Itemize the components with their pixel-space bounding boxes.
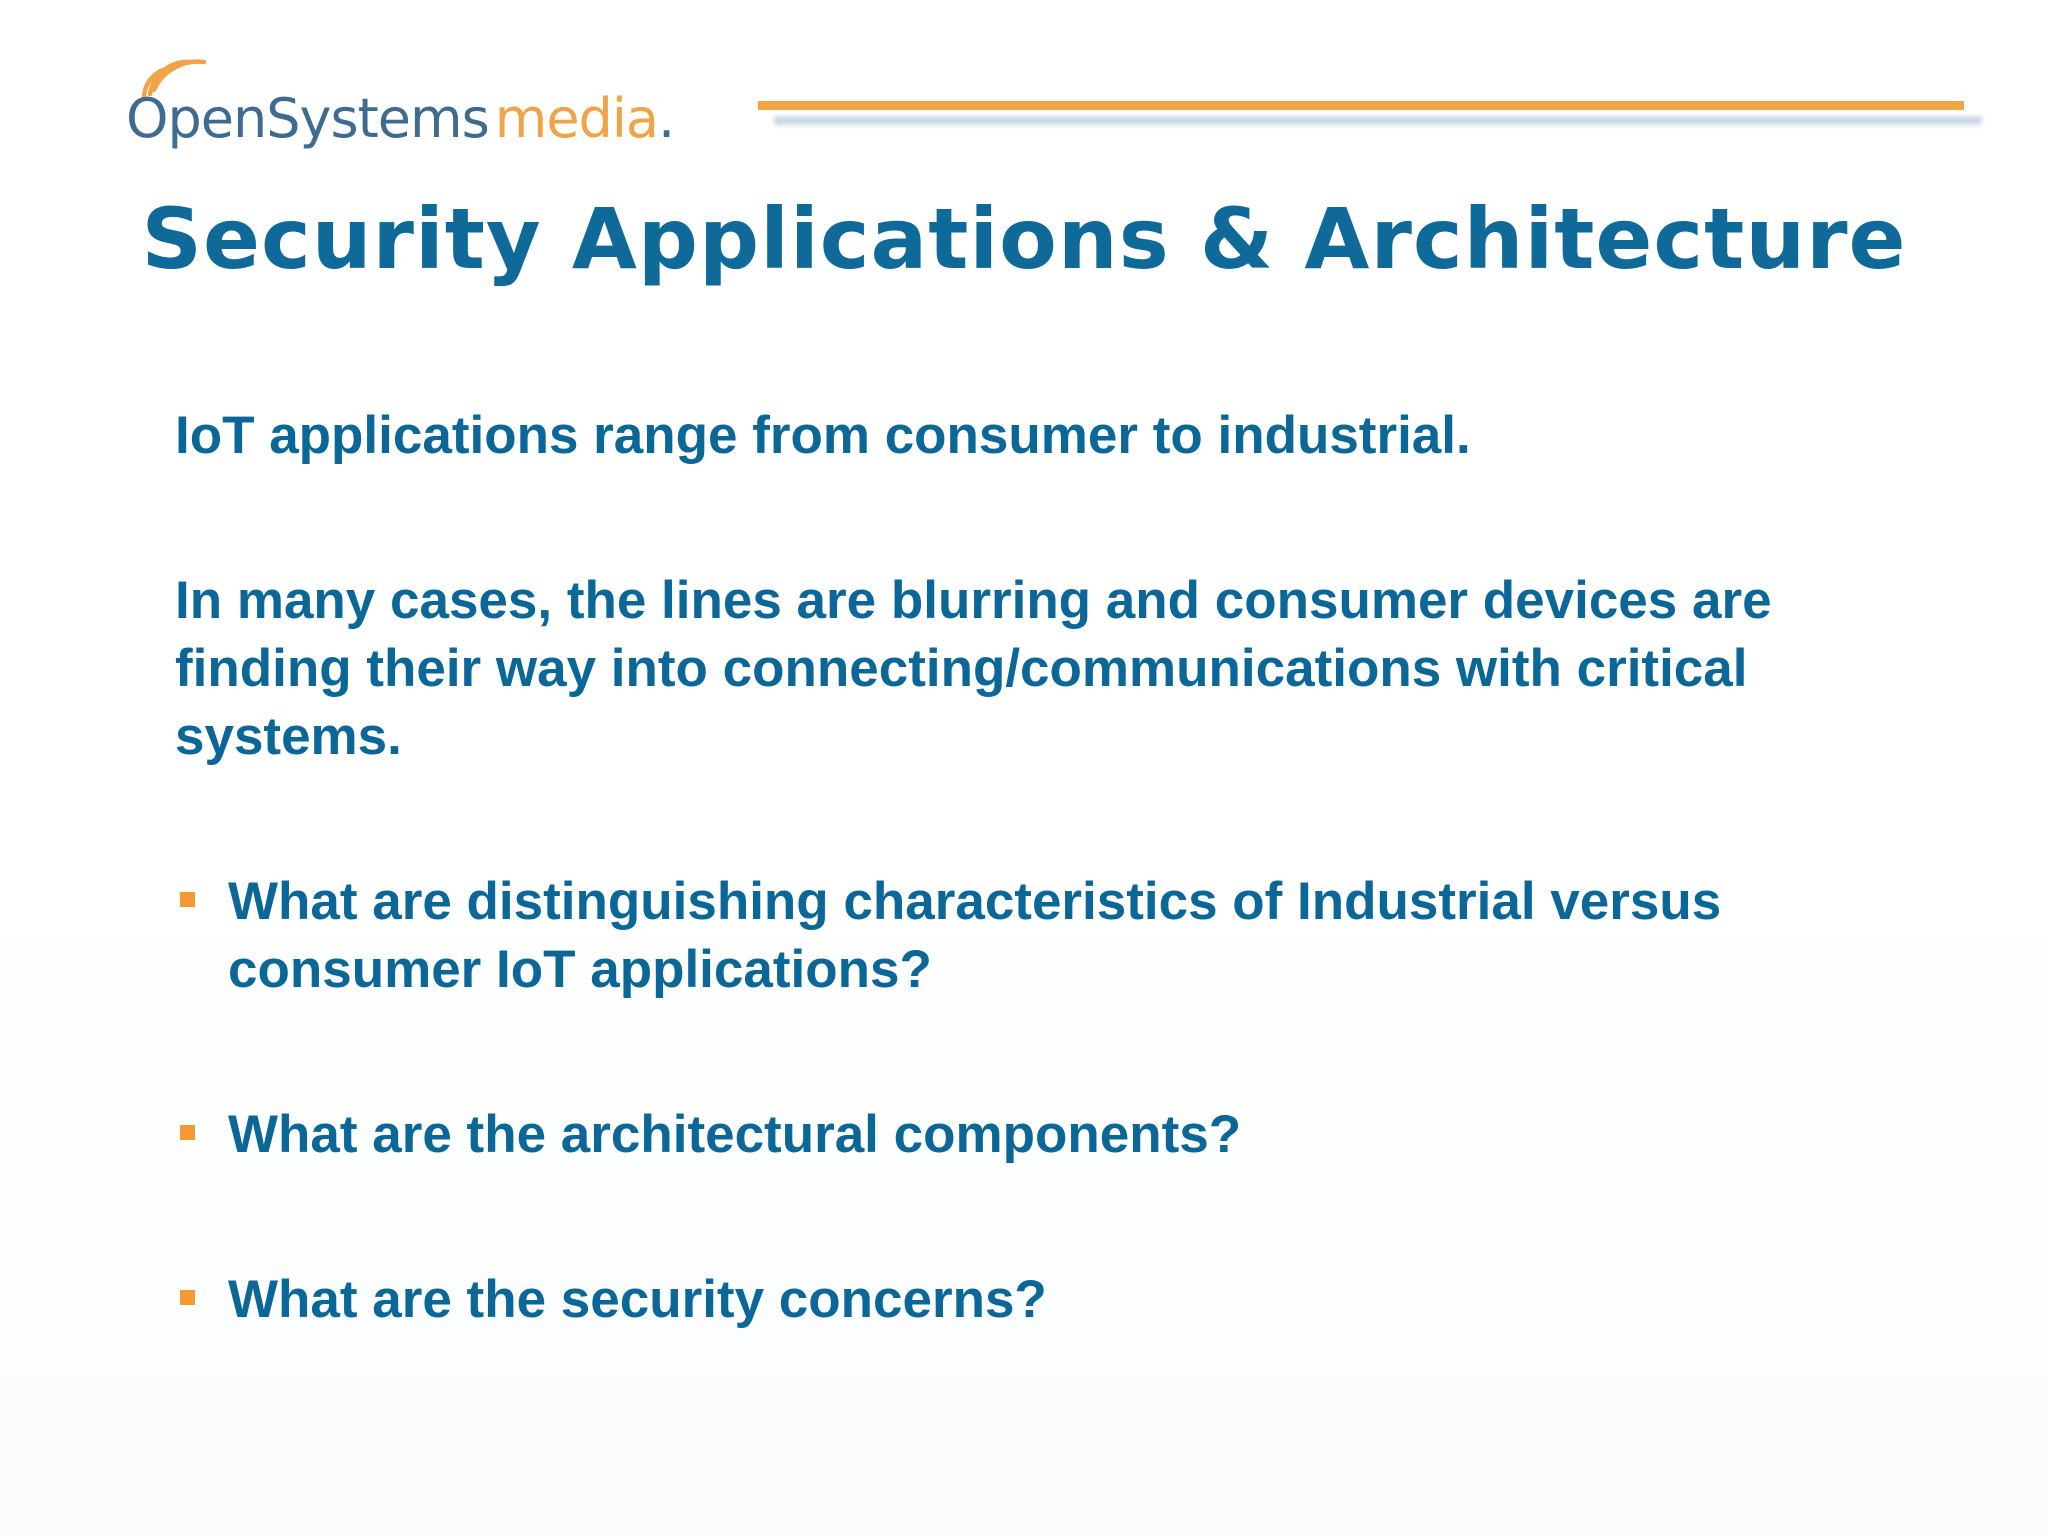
slide-body [175, 402, 1875, 1334]
list-item [175, 1101, 1875, 1169]
list-item [175, 868, 1875, 1004]
intro-paragraph: IoT applications range from consumer to industrial. [175, 406, 1471, 465]
logo-media-text: media [494, 87, 658, 150]
context-paragraph: In many cases, the lines are blurring and consumer devices are finding their way into connecting/communications with critical systems. [175, 571, 1772, 766]
bullet-text: What are the security concerns? [228, 1270, 1047, 1329]
header-rule-shadow [774, 116, 1982, 126]
header-rule [758, 101, 1964, 110]
square-bullet-icon [180, 892, 195, 907]
bullet-text: What are the architectural components? [228, 1105, 1242, 1164]
bullet-text: What are distinguishing characteristics of Industrial versus consumer IoT applications? [228, 872, 1722, 999]
list-item [175, 1266, 1875, 1334]
logo-open-text: OpenSystems [126, 87, 489, 150]
opensystems-media-logo [126, 52, 706, 162]
square-bullet-icon [180, 1290, 195, 1305]
question-list [175, 868, 1875, 1334]
logo-dot: . [657, 87, 675, 150]
square-bullet-icon [180, 1125, 195, 1140]
logo-wordmark [126, 87, 675, 150]
slide-title: Security Applications & Architecture [141, 190, 1907, 288]
